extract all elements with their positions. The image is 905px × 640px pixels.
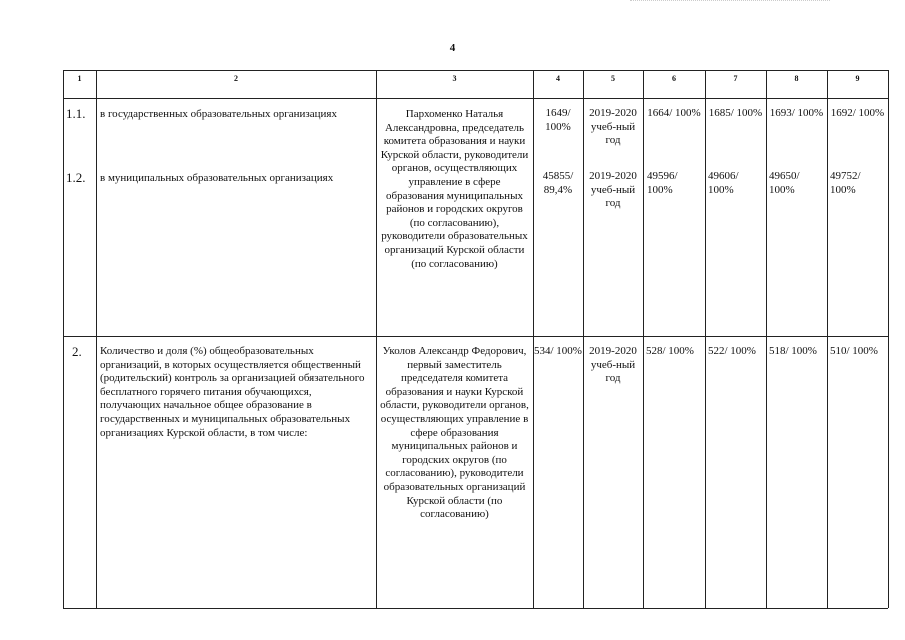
col-border xyxy=(96,70,97,608)
scan-artifact xyxy=(630,0,830,5)
col-border xyxy=(63,70,64,608)
cell-value: 45855/ 89,4% xyxy=(542,170,574,196)
column-header: 3 xyxy=(452,74,457,83)
cell-period: 2019-2020 учеб-ный год xyxy=(589,170,637,210)
cell-value: 49606/ 100% xyxy=(708,170,739,196)
cell-value: 1649/ 100% xyxy=(545,107,571,133)
responsible-persons: Уколов Александр Федорович, первый заместитель председателя комитета образования и науки Курской области, руководители органов, осуществляющих управление в сфере образования муниципальных районов и городских округов (по согласованию), руководители образовательных организаций Курской области (по согласованию) xyxy=(380,345,529,521)
cell-value: 518/ 100% xyxy=(769,345,817,357)
page-number: 4 xyxy=(449,42,456,54)
col-border xyxy=(705,70,706,608)
cell-value: 510/ 100% xyxy=(830,345,878,357)
column-header: 9 xyxy=(855,74,860,83)
cell-value: 49596/ 100% xyxy=(647,170,678,196)
plan-table xyxy=(63,70,888,608)
responsible-persons: Пархоменко Наталья Александровна, председатель комитета образования и науки Курской области, руководители органов, осуществляющих управление в сфере образования муниципальных районов и городских округов (по согласованию), руководители образовательных организаций Курской области (по согласованию) xyxy=(380,108,529,270)
col-border xyxy=(376,70,377,608)
column-header: 1 xyxy=(77,74,82,83)
cell-value: 528/ 100% xyxy=(646,345,694,357)
table-border-top xyxy=(63,70,888,71)
row-title: в государственных образовательных организациях xyxy=(100,108,337,120)
row-number: 2. xyxy=(72,344,82,359)
cell-value: 1685/ 100% xyxy=(708,107,763,119)
row-title: в муниципальных образовательных организациях xyxy=(100,172,334,184)
column-header: 2 xyxy=(234,74,238,83)
cell-value: 1693/ 100% xyxy=(769,107,824,119)
column-header: 4 xyxy=(556,74,560,83)
row-divider xyxy=(63,336,888,337)
cell-period: 2019-2020 учеб-ный год xyxy=(589,107,637,147)
cell-value: 1692/ 100% xyxy=(830,107,885,119)
cell-value: 49752/ 100% xyxy=(830,170,861,196)
col-border xyxy=(827,70,828,608)
column-header: 7 xyxy=(733,74,738,83)
header-divider xyxy=(63,98,888,99)
col-border xyxy=(766,70,767,608)
column-header: 6 xyxy=(672,74,676,83)
cell-period: 2019-2020 учеб-ный год xyxy=(589,345,637,385)
cell-value: 49650/ 100% xyxy=(769,170,800,196)
col-border xyxy=(533,70,534,608)
col-border xyxy=(583,70,584,608)
column-header: 8 xyxy=(794,74,799,83)
row-number: 1.2. xyxy=(66,170,86,185)
col-border xyxy=(888,70,889,608)
row-number: 1.1. xyxy=(66,106,86,121)
cell-value: 1664/ 100% xyxy=(647,107,701,119)
table-border-bottom xyxy=(63,608,888,609)
cell-value: 522/ 100% xyxy=(708,345,756,357)
col-border xyxy=(643,70,644,608)
cell-value: 534/ 100% xyxy=(534,345,582,357)
row-title: Количество и доля (%) общеобразовательных организаций, в которых осуществляется общественный (родительский) контроль за организацией обязательного бесплатного горячего питания обучающихся, получающих начальное общее образование в государственных и муниципальных образовательных организациях Курской области, в том числе: xyxy=(100,345,365,439)
column-header: 5 xyxy=(611,74,615,83)
